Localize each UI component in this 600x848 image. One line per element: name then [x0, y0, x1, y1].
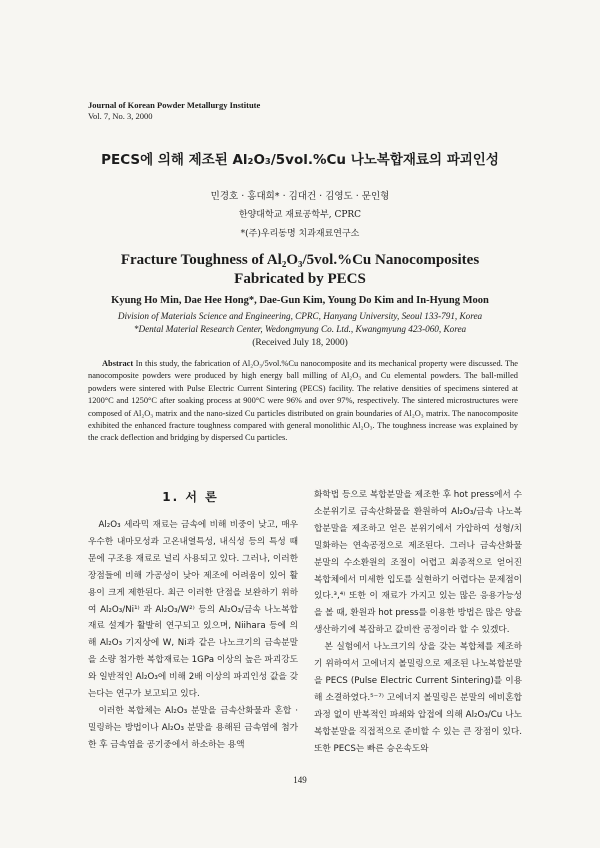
section-heading-introduction: 1. 서 론	[162, 490, 219, 504]
abstract-text: In this study, the fabrication of Al₂O₃/5vol.%Cu nanocomposite and its mechanical property were discussed. The nanocomposite powders were produced by high energy ball milling of Al₂O₃ and Cu elemental powders. The ball-milled powders were sintered with Pulse Electric Current Sintering (PECS) facility. The relative densities of specimens sintered at 1200°C and 1250°C after soaking process at 900°C were 96% and over 97%, respectively. The sintered microstructures were composed of Al₂O₃ matrix and the nano-sized Cu particles distributed on grain boundaries of Al₂O₃ matrix. The nanocomposite exhibited the enhanced fracture toughness compared with general monolithic Al₂O₃. The toughness increase was explained by the crack deflection and bridging by dispersed Cu particles.	[88, 359, 519, 443]
right-paragraph-2: 본 실험에서 나노크기의 상을 갖는 복합체를 제조하기 위하여서 고에너지 볼밀링으로 제조된 나노복합분말을 PECS (Pulse Electric Current Sintering)를 이용해 소결하였다.⁵⁻⁷⁾ 고에너지 볼밀링은 분말의 에비혼합과정 없이 반복적인 파쇄와 압접에 의해 Al₂O₃/Cu 나노복합분말을 직접적으로 준비할 수 있는 큰 장점이 있다. 또한 PECS는 빠른 승온속도와	[314, 642, 522, 754]
journal-header	[88, 100, 260, 122]
journal-volume: Vol. 7, No. 3, 2000	[88, 111, 153, 121]
english-affiliation-1: Division of Materials Science and Engineering, CPRC, Hanyang University, Seoul 133-791, Korea	[117, 311, 483, 321]
english-title-line-1: Fracture Toughness of Al₂O₃/5vol.%Cu Nanocomposites	[120, 252, 480, 268]
received-date: (Received July 18, 2000)	[252, 338, 348, 348]
left-column	[88, 517, 298, 754]
korean-affiliation-2: *(주)우리동명 치과재료연구소	[240, 229, 360, 239]
english-affiliation-2: *Dental Material Research Center, Wedongmyung Co. Ltd., Kwangmyung 423-060, Korea	[133, 324, 467, 334]
left-paragraph-1: Al₂O₃ 세라믹 재료는 금속에 비해 비중이 낮고, 매우 우수한 내마모성과 고온내열특성, 내식성 등의 특성 때문에 구조용 재료로 널리 사용되고 있다. 그러나, 이러한 장점들에 비해 가공성이 낮아 제조에 어려움이 있어 활용이 크게 제한된다. 최근 이러한 단점을 보완하기 위하여 Al₂O₃/Ni¹⁾ 과 Al₂O₃/W²⁾ 등의 Al₂O₃/금속 나노복합재료 설계가 활발히 연구되고 있으며, Niihara 등에 의해 Al₂O₃ 기지상에 W, Ni과 같은 나노크기의 금속분말을 소량 첨가한 복합재료는 1GPa 이상의 높은 파괴강도와 일반적인 Al₂O₃에 비해 2배 이상의 파괴인성 값을 갖는다는 연구가 보고되고 있다.	[88, 520, 298, 700]
journal-name: Journal of Korean Powder Metallurgy Institute	[88, 100, 261, 110]
abstract	[88, 358, 518, 445]
english-authors: Kyung Ho Min, Dae Hee Hong*, Dae-Gun Kim, Young Do Kim and In-Hyung Moon	[111, 295, 489, 306]
left-paragraph-2: 이러한 복합체는 Al₂O₃ 분말을 금속산화물과 혼합 · 밀링하는 방법이나 Al₂O₃ 분말을 용해된 금속염에 첨가한 후 금속염을 공기중에서 하소하는 용액	[88, 705, 298, 750]
english-title-line-2: Fabricated by PECS	[234, 271, 366, 287]
korean-title: PECS에 의해 제조된 Al₂O₃/5vol.%Cu 나노복합재료의 파괴인성	[101, 152, 499, 168]
right-paragraph-1: 화학법 등으로 복합분말을 제조한 후 hot press에서 수소분위기로 금속산화물을 환원하여 Al₂O₃/금속 나노복합분말을 제조하고 얻은 분위기에서 가압하여 성형/치밀화하는 연속공정으로 제조된다. 그러나 금속산화물 분말의 수소환원의 조절이 어렵고 최종적으로 얻어진 복합체에서 미세한 입도를 실현하기 어렵다는 문제점이 있다.³,⁴⁾ 또한 이 재료가 가지고 있는 많은 응용가능성을 볼 때, 환원과 hot press를 이용한 방법은 많은 양을 생산하기에 복잡하고 값비싼 공정이라 할 수 있겠다.	[314, 490, 522, 636]
abstract-label: Abstract	[102, 359, 134, 368]
english-title	[0, 251, 600, 289]
page-number: 149	[293, 775, 307, 785]
korean-authors: 민경호 · 홍대희* · 김대건 · 김영도 · 문인형	[210, 191, 390, 202]
right-column	[314, 487, 522, 758]
korean-affiliation-1: 한양대학교 재료공학부, CPRC	[238, 210, 362, 220]
